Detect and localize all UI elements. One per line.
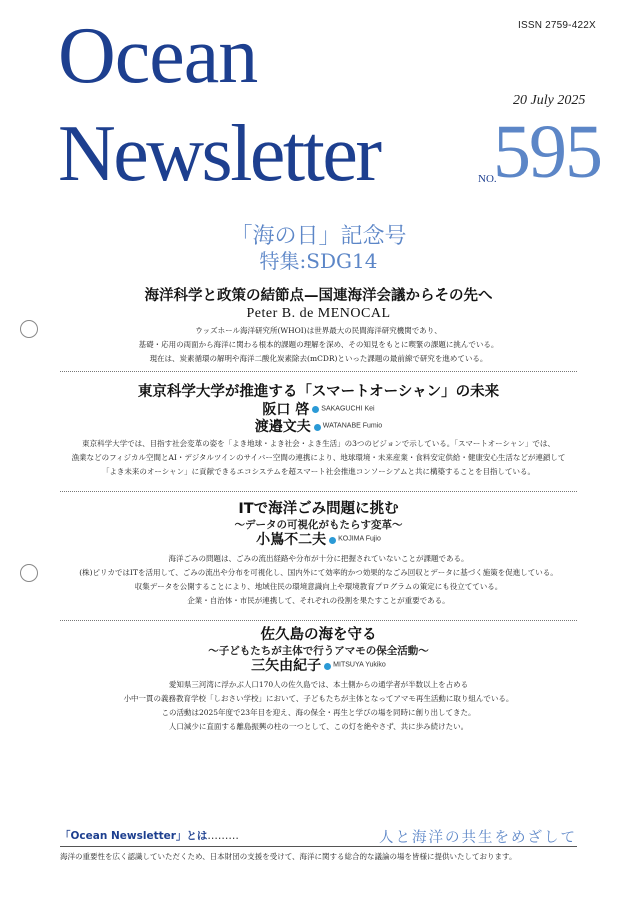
article-title: 東京科学大学が推進する「スマートオーシャン」の未来 [137, 384, 500, 400]
footer-divider [60, 846, 577, 847]
summary-line: 漁業などのフィジカル空間とAI・デジタルツインのサイバー空間の連携により、地球環境・未来産業・食料安定供給・健康安心生活などが連鎖して [71, 452, 566, 462]
special-issue-title: 「海の日」記念号 [230, 224, 407, 249]
summary-line: (株)ピリカではITを活用して、ごみの流出や分布を可視化し、国内外にて効率的かつ効果的なごみ回収とデータに基づく施策を促進している。 [79, 567, 558, 577]
bullet-icon [314, 424, 321, 431]
summary-line: 基礎・応用の両面から海洋に関わる根本的課題の理解を深め、その知見をもとに喫緊の課題に挑んでいる。 [138, 339, 499, 349]
article-subtitle: 〜データの可視化がもたらす変革〜 [234, 518, 403, 531]
binder-hole-icon [20, 564, 38, 582]
author-name: 三矢由紀子 [251, 658, 322, 675]
author-roman: MITSUYA Yukiko [333, 662, 386, 670]
footer-description: 海洋の重要性を広く認識していただくため、日本財団の支援を受けて、海洋に関する総合的な議論の場を皆様に提供いたしております。 [60, 852, 517, 861]
summary-line: 収集データを公開することにより、地域住民の環境意識向上や環境教育プログラムの策定にも役立てている。 [134, 581, 503, 591]
footer-title-dots: ……… [207, 830, 239, 842]
section-divider [60, 371, 577, 372]
bullet-icon [312, 406, 319, 413]
summary-line: 海洋ごみの問題は、ごみの流出経路や分布が十分に把握されていないことが課題である。 [168, 553, 469, 563]
footer-slogan: 人と海洋の共生をめざして [379, 830, 577, 846]
issue-no-label: NO. [478, 173, 497, 185]
article-author [60, 658, 577, 676]
summary-line: 現在は、炭素循環の解明や海洋二酸化炭素除去(mCDR)といった課題の最前線で研究を進めている。 [149, 353, 488, 363]
special-feature-title: 特集:SDG14 [259, 249, 378, 273]
article-3 [60, 500, 577, 608]
bullet-icon [324, 663, 331, 670]
summary-line: 「よき未来のオーシャン」に貢献できるエコシステムを超スマート社会推進コンソーシアムと共に構築することを目指している。 [101, 466, 536, 476]
article-author [60, 402, 577, 420]
article-author: Peter B. de MENOCAL [246, 305, 391, 321]
article-author [60, 532, 577, 550]
article-summary [60, 437, 577, 479]
article-summary [60, 678, 577, 734]
author-roman: WATANABE Fumio [322, 422, 383, 430]
summary-line: ウッズホール海洋研究所(WHOI)は世界最大の民間海洋研究機関であり、 [195, 325, 442, 335]
article-author [60, 419, 577, 437]
author-roman: KOJIMA Fujio [338, 536, 381, 544]
summary-line: この活動は2025年度で23年目を迎え、海の保全・再生と学びの場を同時に創り出してきた。 [161, 707, 476, 717]
summary-line: 愛知県三河湾に浮かぶ人口170人の佐久島では、本土側からの通学者が半数以上を占める [168, 679, 469, 689]
summary-line: 小中一貫の義務教育学校「しおさい学校」において、子どもたちが主体となってアマモ再生活動に取り組んでいる。 [123, 693, 514, 703]
summary-line: 東京科学大学では、目指す社会変革の姿を「よき地球・よき社会・よき生活」の3つのビジョンで示している。「スマートオーシャン」では、 [82, 438, 555, 448]
binder-hole-icon [20, 320, 38, 338]
footer-title [60, 828, 239, 843]
article-4 [60, 626, 577, 734]
masthead-newsletter: Newsletter [58, 110, 380, 198]
author-name: 阪口 啓 [262, 401, 310, 418]
article-summary [60, 324, 577, 366]
article-1 [60, 287, 577, 366]
summary-line: 人口減少に直面する離島振興の柱の一つとして、この灯を絶やさず、共に歩み続けたい。 [168, 721, 469, 731]
section-divider [60, 491, 577, 492]
masthead-ocean: Ocean [58, 12, 258, 100]
issue-number: 595 [493, 110, 601, 194]
section-divider [60, 620, 577, 621]
article-title: 海洋科学と政策の結節点—国連海洋会議からその先へ [144, 288, 493, 304]
issn-number: ISSN 2759-422X [518, 20, 596, 31]
article-2 [60, 383, 577, 479]
author-name: 小嶌不二夫 [256, 532, 327, 549]
author-roman: SAKAGUCHI Kei [321, 405, 375, 413]
bullet-icon [329, 537, 336, 544]
article-title: ITで海洋ごみ問題に挑む [238, 501, 399, 517]
article-summary [60, 552, 577, 608]
summary-line: 企業・自治体・市民が連携して、それぞれの役割を果たすことが重要である。 [187, 595, 450, 605]
issue-date: 20 July 2025 [513, 93, 586, 108]
footer-title-text: 「Ocean Newsletter」とは [60, 830, 208, 842]
article-title: 佐久島の海を守る [260, 627, 377, 643]
author-name: 渡邉文夫 [254, 419, 311, 436]
article-subtitle: 〜子どもたちが主体で行うアマモの保全活動〜 [208, 644, 429, 657]
